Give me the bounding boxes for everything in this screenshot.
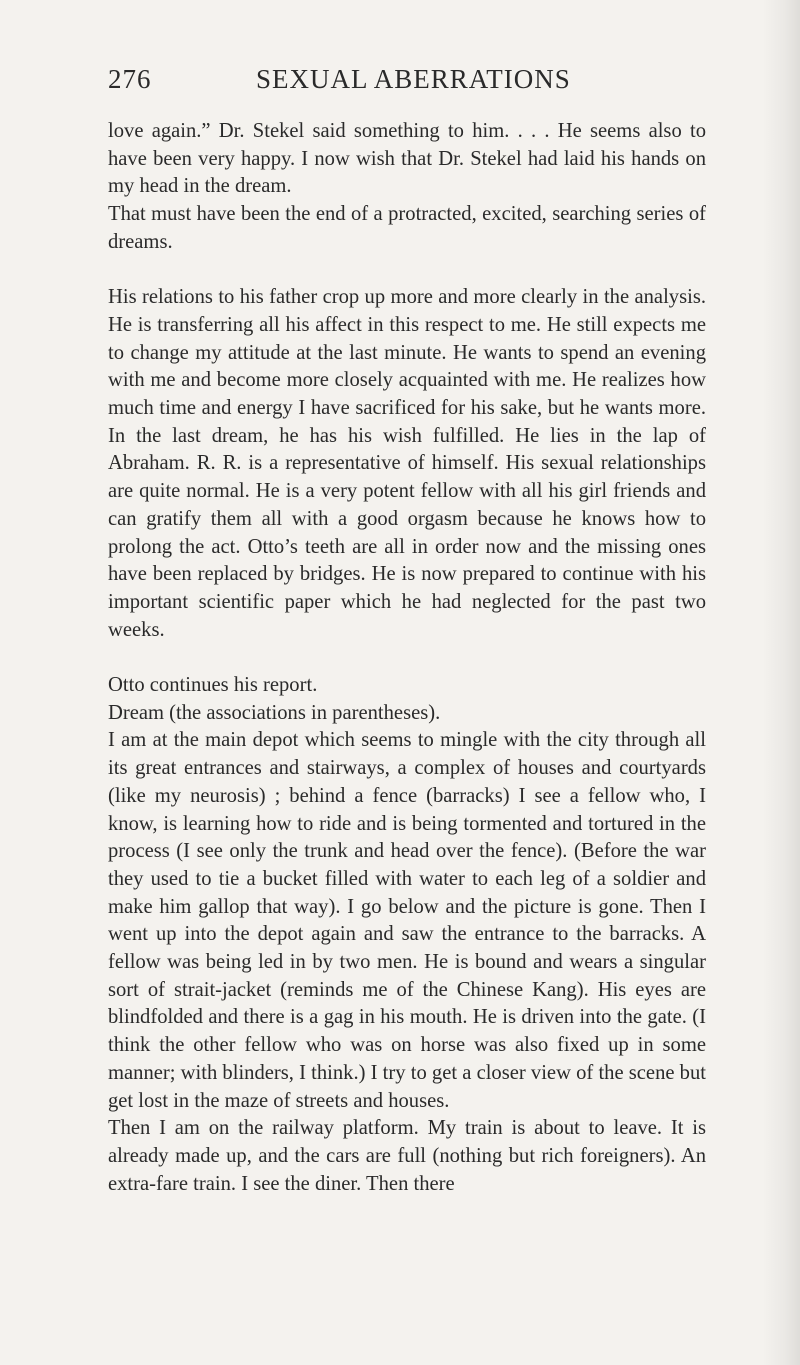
paragraph: love again.” Dr. Stekel said something to him. . . . He seems also to have been very happy. I now wish that Dr. Stekel had laid his hands on my head in the dream. [108, 120, 706, 198]
running-header [108, 64, 708, 95]
paragraph: That must have been the end of a protracted, excited, searching series of dreams. [108, 203, 706, 253]
running-title: SEXUAL ABERRATIONS [256, 64, 571, 94]
paragraph: His relations to his father crop up more and more clearly in the analysis. He is transferring all his affect in this respect to me. He still expects me to change my attitude at the last minute. He wants to spend an evening with me and become more closely acquainted with me. He realizes how much time and energy I have sacrificed for his sake, but he wants more. In the last dream, he has his wish fulfilled. He lies in the lap of Abraham. R. R. is a representative of himself. His sexual relationships are quite normal. He is a very potent fellow with all his girl friends and can gratify them all with a good orgasm because he knows how to prolong the act. Otto’s teeth are all in order now and the missing ones have been replaced by bridges. He is now prepared to continue with his important scientific paper which he had neglected for the past two weeks. [108, 286, 706, 641]
paragraph: Dream (the associations in parentheses). [108, 701, 441, 724]
paragraph-gap [108, 257, 706, 285]
page-number: 276 [108, 64, 152, 94]
body-text [108, 118, 706, 1198]
paragraph: Then I am on the railway platform. My train is about to leave. It is already made up, and the cars are full (nothing but rich foreigners). An extra-fare train. I see the diner. Then there [108, 1117, 706, 1195]
page-edge-shadow [762, 0, 800, 1365]
paragraph: I am at the main depot which seems to mingle with the city through all its great entrances and stairways, a complex of houses and courtyards (like my neurosis) ; behind a fence (barracks) I see a fellow who, I know, is learning how to ride and is being tormented and tortured in the process (I see only the trunk and head over the fence). (Before the war they used to tie a bucket filled with water to each leg of a soldier and make him gallop that way). I go below and the picture is gone. Then I went up into the depot again and saw the entrance to the barracks. A fellow was being led in by two men. He is bound and wears a singular sort of strait-jacket (reminds me of the Chinese Kang). His eyes are blindfolded and there is a gag in his mouth. He is driven into the gate. (I think the other fellow who was on horse was also fixed up in some manner; with blinders, I think.) I try to get a closer view of the scene but get lost in the maze of streets and houses. [108, 729, 706, 1112]
paragraph: Otto continues his report. [108, 674, 318, 697]
paragraph-gap [108, 644, 706, 672]
